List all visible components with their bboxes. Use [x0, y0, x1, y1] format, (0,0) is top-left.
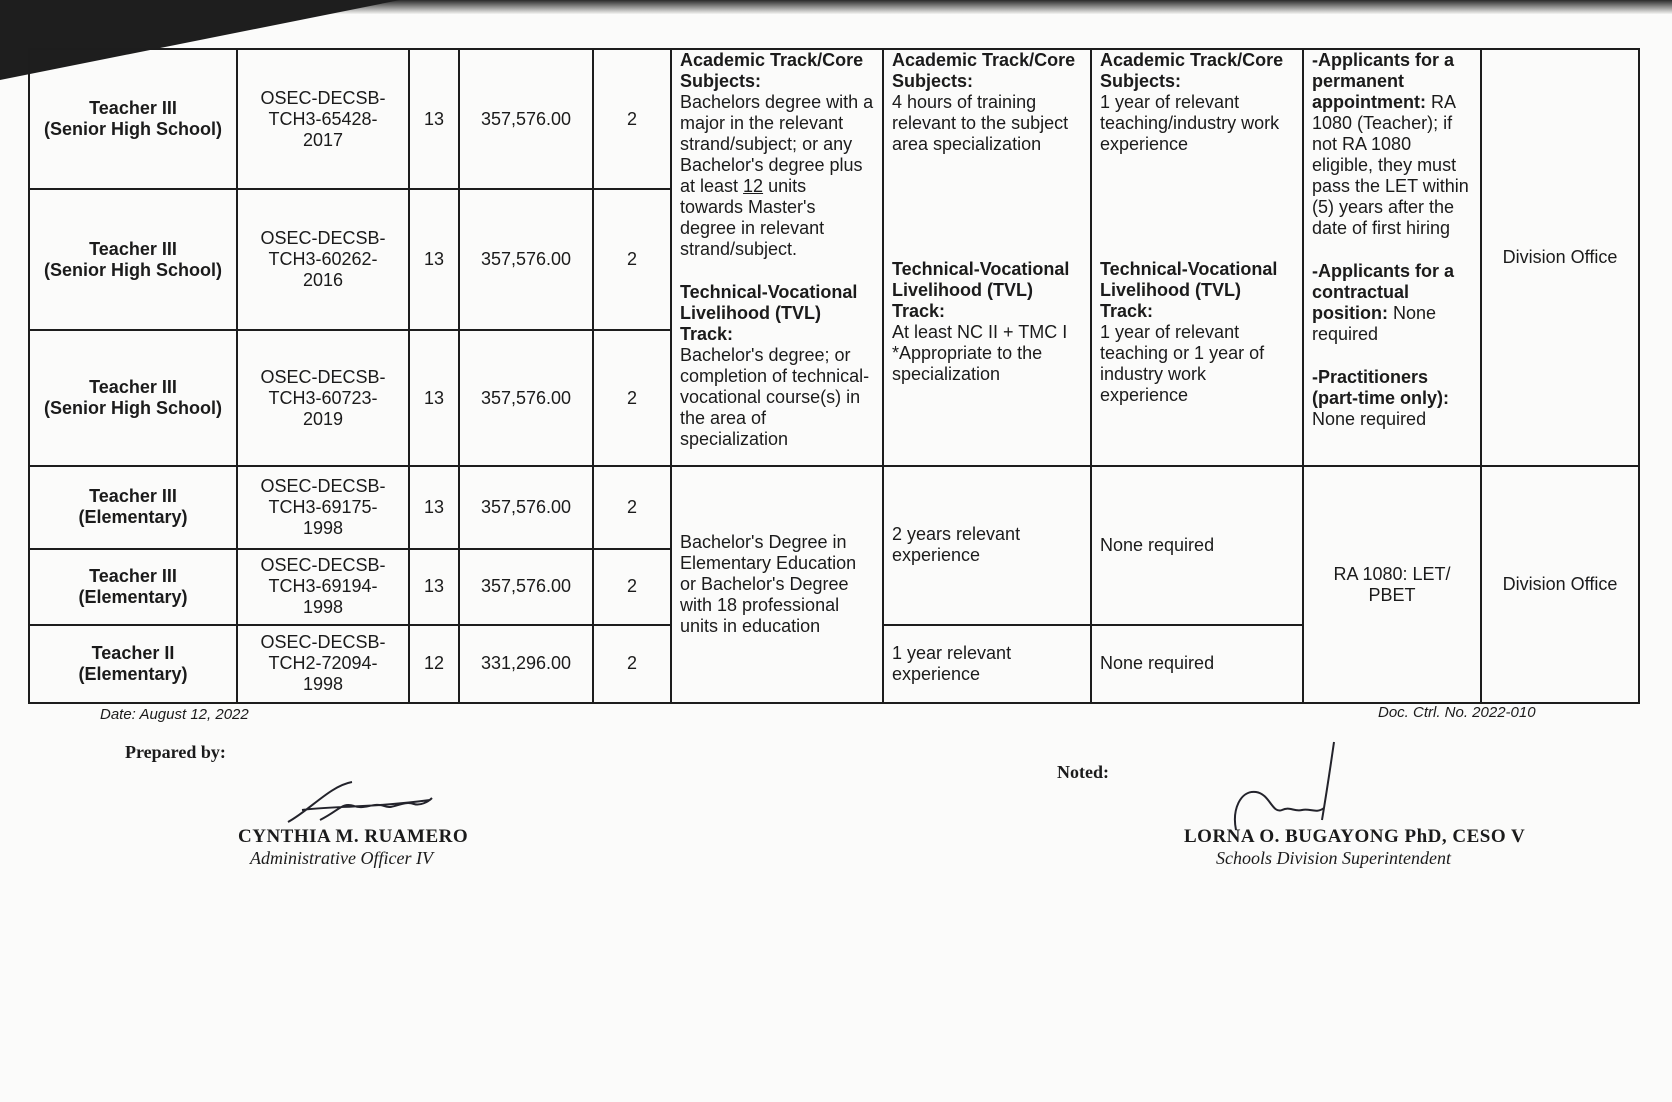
table-row	[29, 49, 1639, 189]
annual-salary-cell: 357,576.00	[459, 49, 593, 189]
shs-experience-cell: Academic Track/Core Subjects: 1 year of relevant teaching/industry work experience Technical-Vocational Livelihood (TVL) Track: 1 year of relevant teaching or 1 year of industry work experience	[1091, 49, 1303, 466]
position-cell: Teacher III (Elementary)	[29, 466, 237, 548]
training-academic-heading: Academic Track/Core Subjects:	[892, 50, 1076, 91]
elem-eligibility-cell: RA 1080: LET/ PBET	[1303, 466, 1481, 703]
noted-by-name: LORNA O. BUGAYONG PhD, CESO V	[1184, 826, 1526, 847]
elem-experience-t2-cell: None required	[1091, 625, 1303, 703]
noted-by-title: Schools Division Superintendent	[1216, 848, 1451, 868]
elem-training-t2-cell: 1 year relevant experience	[883, 625, 1091, 703]
salary-grade-cell: 13	[409, 466, 459, 548]
elem-education-cell: Bachelor's Degree in Elementary Education or Bachelor's Degree with 18 professional units in education	[671, 466, 883, 703]
annual-salary-cell: 357,576.00	[459, 466, 593, 548]
position-cell: Teacher III (Senior High School)	[29, 330, 237, 466]
education-tvl-heading: Technical-Vocational Livelihood (TVL) Track:	[680, 282, 858, 344]
shs-education-cell: Academic Track/Core Subjects: Bachelors degree with a major in the relevant strand/subject; or any Bachelor's degree plus at least 12 units towards Master's degree in relevant strand/subject. Technical-Vocational Livelihood (TVL) Track: Bachelor's degree; or completion of technical-vocational course(s) in the area of specialization	[671, 49, 883, 466]
item-number-cell: OSEC-DECSB- TCH3-69194- 1998	[237, 549, 409, 625]
position-cell: Teacher II (Elementary)	[29, 625, 237, 703]
item-number-cell: OSEC-DECSB- TCH2-72094- 1998	[237, 625, 409, 703]
shs-eligibility-cell: -Applicants for a permanent appointment: RA 1080 (Teacher); if not RA 1080 eligible, they must pass the LET within (5) years after the date of first hiring -Applicants for a contractual position: None required -Practitioners (part-time only): None required	[1303, 49, 1481, 466]
noted-label: Noted:	[1057, 762, 1109, 782]
salary-grade-cell: 13	[409, 330, 459, 466]
education-academic-heading: Academic Track/Core Subjects:	[680, 50, 864, 91]
document-control-number: Doc. Ctrl. No. 2022-010	[1378, 704, 1536, 721]
elem-experience-t3-cell: None required	[1091, 466, 1303, 624]
count-cell: 2	[593, 625, 671, 703]
annual-salary-cell: 357,576.00	[459, 549, 593, 625]
salary-grade-cell: 13	[409, 549, 459, 625]
item-number-cell: OSEC-DECSB- TCH3-69175- 1998	[237, 466, 409, 548]
annual-salary-cell: 331,296.00	[459, 625, 593, 703]
count-cell: 2	[593, 466, 671, 548]
prepared-by-label: Prepared by:	[125, 742, 226, 762]
experience-tvl-heading: Technical-Vocational Livelihood (TVL) Track:	[1100, 259, 1278, 321]
annual-salary-cell: 357,576.00	[459, 189, 593, 329]
position-cell: Teacher III (Elementary)	[29, 549, 237, 625]
item-number-cell: OSEC-DECSB- TCH3-65428- 2017	[237, 49, 409, 189]
eligibility-practitioners-heading: -Practitioners (part-time only):	[1312, 367, 1449, 408]
experience-academic-heading: Academic Track/Core Subjects:	[1100, 50, 1284, 91]
count-cell: 2	[593, 189, 671, 329]
item-number-cell: OSEC-DECSB- TCH3-60262- 2016	[237, 189, 409, 329]
shs-assignment-cell: Division Office	[1481, 49, 1639, 466]
eligibility-contractual-heading: -Applicants for a contractual position:	[1312, 261, 1455, 323]
prepared-by-name: CYNTHIA M. RUAMERO	[238, 826, 469, 847]
count-cell: 2	[593, 549, 671, 625]
shs-training-cell: Academic Track/Core Subjects: 4 hours of training relevant to the subject area specialization Technical-Vocational Livelihood (TVL) Track: At least NC II + TMC I *Appropriate to the specialization	[883, 49, 1091, 466]
elem-training-t3-cell: 2 years relevant experience	[883, 466, 1091, 624]
salary-grade-cell: 13	[409, 49, 459, 189]
prepared-by-title: Administrative Officer IV	[250, 848, 433, 868]
document-date: Date: August 12, 2022	[100, 706, 249, 723]
annual-salary-cell: 357,576.00	[459, 330, 593, 466]
eligibility-permanent-heading: -Applicants for a permanent appointment:	[1312, 50, 1455, 112]
salary-grade-cell: 13	[409, 189, 459, 329]
position-cell: Teacher III (Senior High School)	[29, 49, 237, 189]
item-number-cell: OSEC-DECSB- TCH3-60723- 2019	[237, 330, 409, 466]
count-cell: 2	[593, 330, 671, 466]
count-cell: 2	[593, 49, 671, 189]
noted-signature	[1230, 740, 1340, 832]
position-cell: Teacher III (Senior High School)	[29, 189, 237, 329]
vacancy-table	[28, 48, 1640, 704]
elem-assignment-cell: Division Office	[1481, 466, 1639, 703]
table-row	[29, 466, 1639, 548]
training-tvl-heading: Technical-Vocational Livelihood (TVL) Track:	[892, 259, 1070, 321]
salary-grade-cell: 12	[409, 625, 459, 703]
